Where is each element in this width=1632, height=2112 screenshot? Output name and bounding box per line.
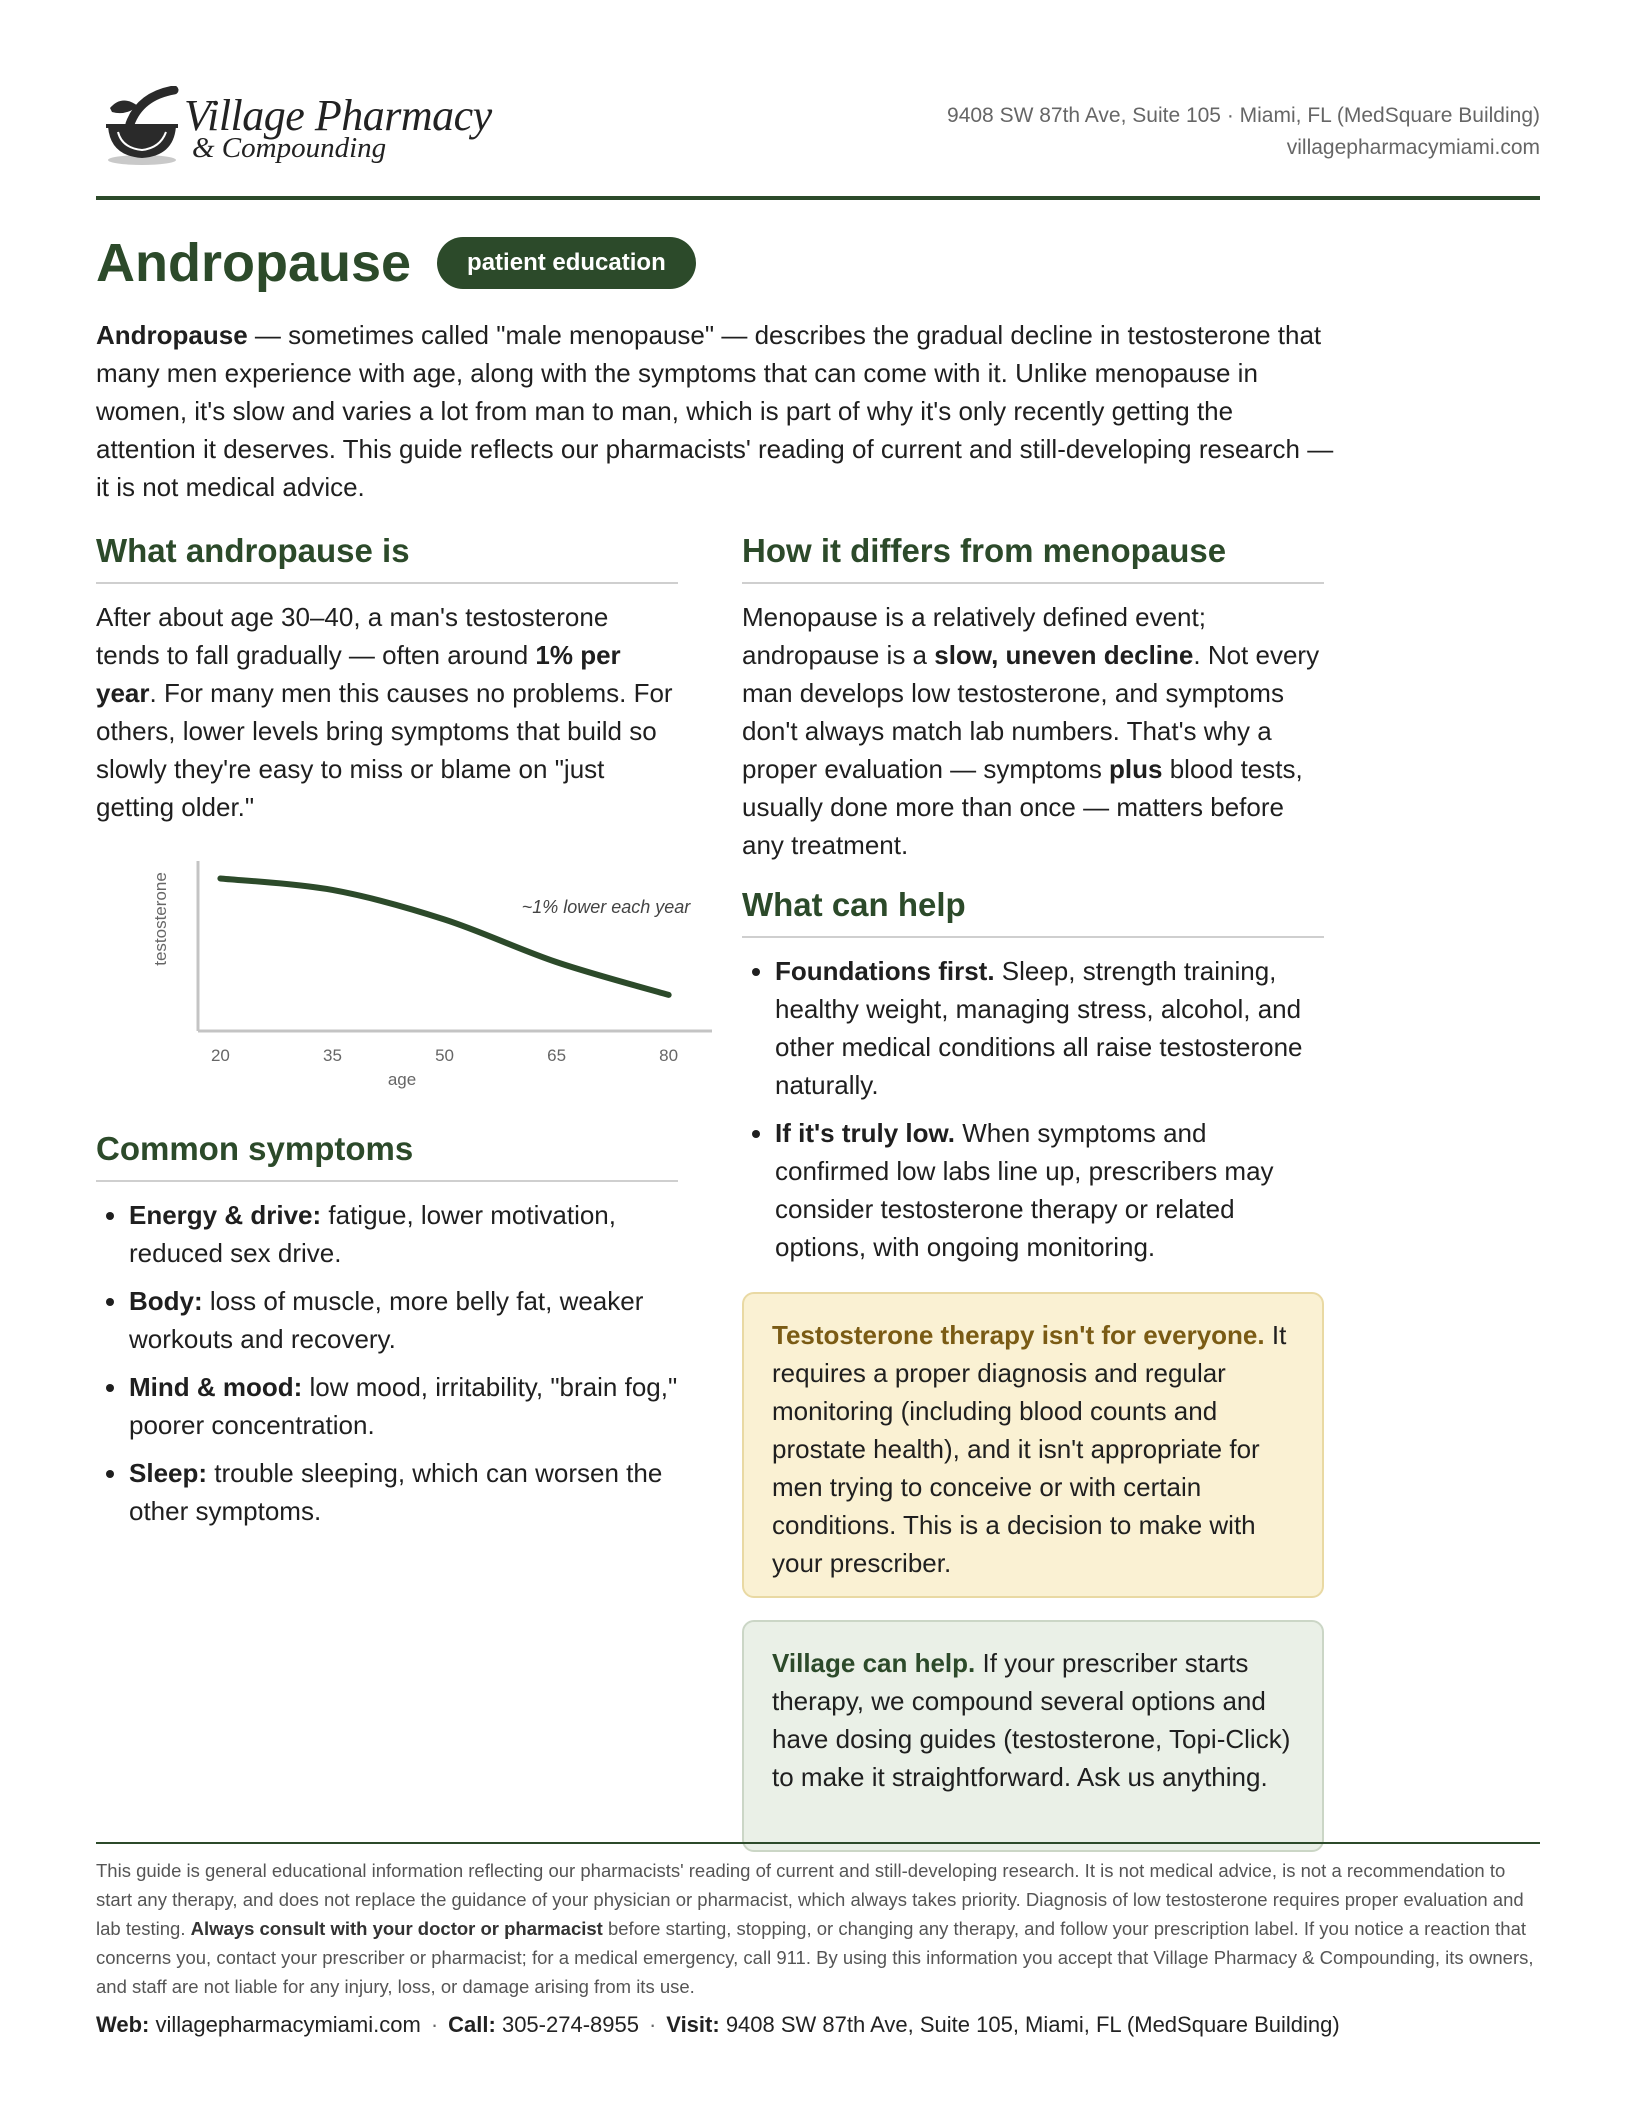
symptom-list (96, 1196, 678, 1530)
text-span: blood tests, usually done more than once — matters before any treatment. (742, 754, 1303, 860)
callout-lead: Village can help. (772, 1648, 976, 1678)
section-help (742, 886, 1324, 1276)
x-tick-label: 20 (210, 1046, 230, 1065)
disclaimer-text: This guide is general educational information reflecting our pharmacists' reading of current and still-developing research. It is not medical advice, is not a recommendation to start any therapy, and does not replace the guidance of your physician or pharmacist, which always takes priority. Diagnosis of low testosterone requires proper evaluation and lab testing. (96, 1860, 1524, 1939)
list-item (129, 1196, 678, 1272)
separator: · (648, 2012, 657, 2037)
logo-subname: & Compounding (192, 132, 387, 164)
web-label: Web: (96, 2012, 150, 2037)
emphasis: plus (1109, 754, 1163, 784)
text-span: . For many men this causes no problems. For others, lower levels bring symptoms that build so slowly they're easy to miss or blame on "just getting older." (96, 678, 673, 822)
separator: · (430, 2012, 439, 2037)
chart-annotation: ~1% lower each year (521, 897, 691, 917)
village-help-callout (742, 1620, 1324, 1852)
title-row (96, 228, 696, 298)
x-tick-label: 50 (435, 1046, 454, 1065)
item-text: loss of muscle, more belly fat, weaker workouts and recovery. (129, 1286, 644, 1354)
x-axis-label: age (387, 1070, 417, 1089)
x-tick-label: 65 (547, 1046, 567, 1065)
disclaimer-emphasis: Always consult with your doctor or pharmacist (190, 1918, 603, 1939)
footer-web-link[interactable]: villagepharmacymiami.com (155, 2012, 421, 2037)
text-span: . Not every man develops low testosterone, and symptoms don't always match lab numbers. That's why a proper evaluation — symptoms (742, 640, 1320, 784)
section-differs (742, 532, 1324, 864)
emphasis: slow, uneven decline (934, 640, 1194, 670)
header-website-link[interactable]: villagepharmacymiami.com (1286, 136, 1540, 159)
emphasis: 1% per year (96, 640, 621, 708)
callout-text: If your prescriber starts therapy, we compound several options and have dosing guides (testosterone, Topi-Click) to make it straightforward. Ask us anything. (772, 1648, 1291, 1792)
item-label: Energy & drive: (129, 1200, 322, 1230)
item-text: low mood, irritability, "brain fog," poorer concentration. (129, 1372, 678, 1440)
logo (100, 86, 492, 176)
section-heading: How it differs from menopause (742, 532, 1324, 584)
section-symptoms (96, 1130, 678, 1540)
footer-address: 9408 SW 87th Ave, Suite 105, Miami, FL (MedSquare Building) (725, 2012, 1340, 2037)
item-label: Sleep: (129, 1458, 208, 1488)
item-text: fatigue, lower motivation, reduced sex drive. (129, 1200, 616, 1268)
intro-text: — sometimes called "male menopause" — describes the gradual decline in testosterone that many men experience with age, along with the symptoms that can come with it. Unlike menopause in women, it's slow and varies a lot from man to man, which is part of why it's only recently getting the attention it deserves. This guide reflects our pharmacists' reading of current and still-developing research — it is not medical advice. (96, 320, 1334, 502)
text-span: After about age 30–40, a man's testosterone tends to fall gradually — often around (96, 602, 609, 670)
list-item (129, 1282, 678, 1358)
page-title: Andropause (96, 233, 412, 293)
list-item (775, 1114, 1324, 1266)
footer-divider (96, 1842, 1540, 1844)
therapy-warning-callout (742, 1292, 1324, 1598)
item-text: When symptoms and confirmed low labs line up, prescribers may consider testosterone therapy or related options, with ongoing monitoring. (775, 1118, 1274, 1262)
mortar-pestle-icon (100, 86, 190, 168)
section-heading: What andropause is (96, 532, 678, 584)
decline-line (220, 878, 668, 994)
x-tick-label: 35 (323, 1046, 342, 1065)
section-what-is (96, 532, 678, 826)
y-axis-label: testosterone (151, 872, 170, 966)
footer-phone-link[interactable]: 305-274-8955 (501, 2012, 639, 2037)
help-list (742, 952, 1324, 1266)
text-span: Menopause is a relatively defined event; andropause is a (742, 602, 1206, 670)
item-text: Sleep, strength training, healthy weight, managing stress, alcohol, and other medical conditions all raise testosterone naturally. (775, 956, 1303, 1100)
list-item (775, 952, 1324, 1104)
section-paragraph (742, 598, 1324, 864)
callout-text: It requires a proper diagnosis and regular monitoring (including blood counts and prostate health), and it isn't appropriate for men trying to conceive or with certain conditions. This is a decision to make with your prescriber. (772, 1320, 1287, 1578)
intro-term: Andropause (96, 320, 248, 350)
x-tick-label: 80 (659, 1046, 679, 1065)
visit-label: Visit: (666, 2012, 720, 2037)
header-address: 9408 SW 87th Ave, Suite 105 · Miami, FL (MedSquare Building) (947, 104, 1540, 127)
section-paragraph (96, 598, 678, 826)
header-divider (96, 196, 1540, 200)
list-item (129, 1368, 678, 1444)
category-badge: patient education (437, 237, 696, 289)
footer-contact (96, 2012, 1340, 2038)
call-label: Call: (448, 2012, 496, 2037)
item-label: If it's truly low. (775, 1118, 956, 1148)
item-label: Mind & mood: (129, 1372, 303, 1402)
section-heading: Common symptoms (96, 1130, 678, 1182)
list-item (129, 1454, 678, 1530)
disclaimer (96, 1856, 1540, 2001)
section-heading: What can help (742, 886, 1324, 938)
disclaimer-text: before starting, stopping, or changing any therapy, and follow your prescription label. If you notice a reaction that concerns you, contact your prescriber or pharmacist; for a medical emergency, call 911. By using this information you accept that Village Pharmacy & Compounding, its owners, and staff are not liable for any injury, loss, or damage arising from its use. (96, 1918, 1534, 1997)
page-header (96, 82, 1540, 197)
header-contact (947, 100, 1540, 164)
item-label: Body: (129, 1286, 203, 1316)
item-label: Foundations first. (775, 956, 995, 986)
callout-lead: Testosterone therapy isn't for everyone. (772, 1320, 1265, 1350)
testosterone-decline-chart (146, 845, 726, 1105)
intro-paragraph (96, 316, 1336, 506)
item-text: trouble sleeping, which can worsen the other symptoms. (129, 1458, 663, 1526)
logo-name: Village Pharmacy (184, 91, 492, 140)
